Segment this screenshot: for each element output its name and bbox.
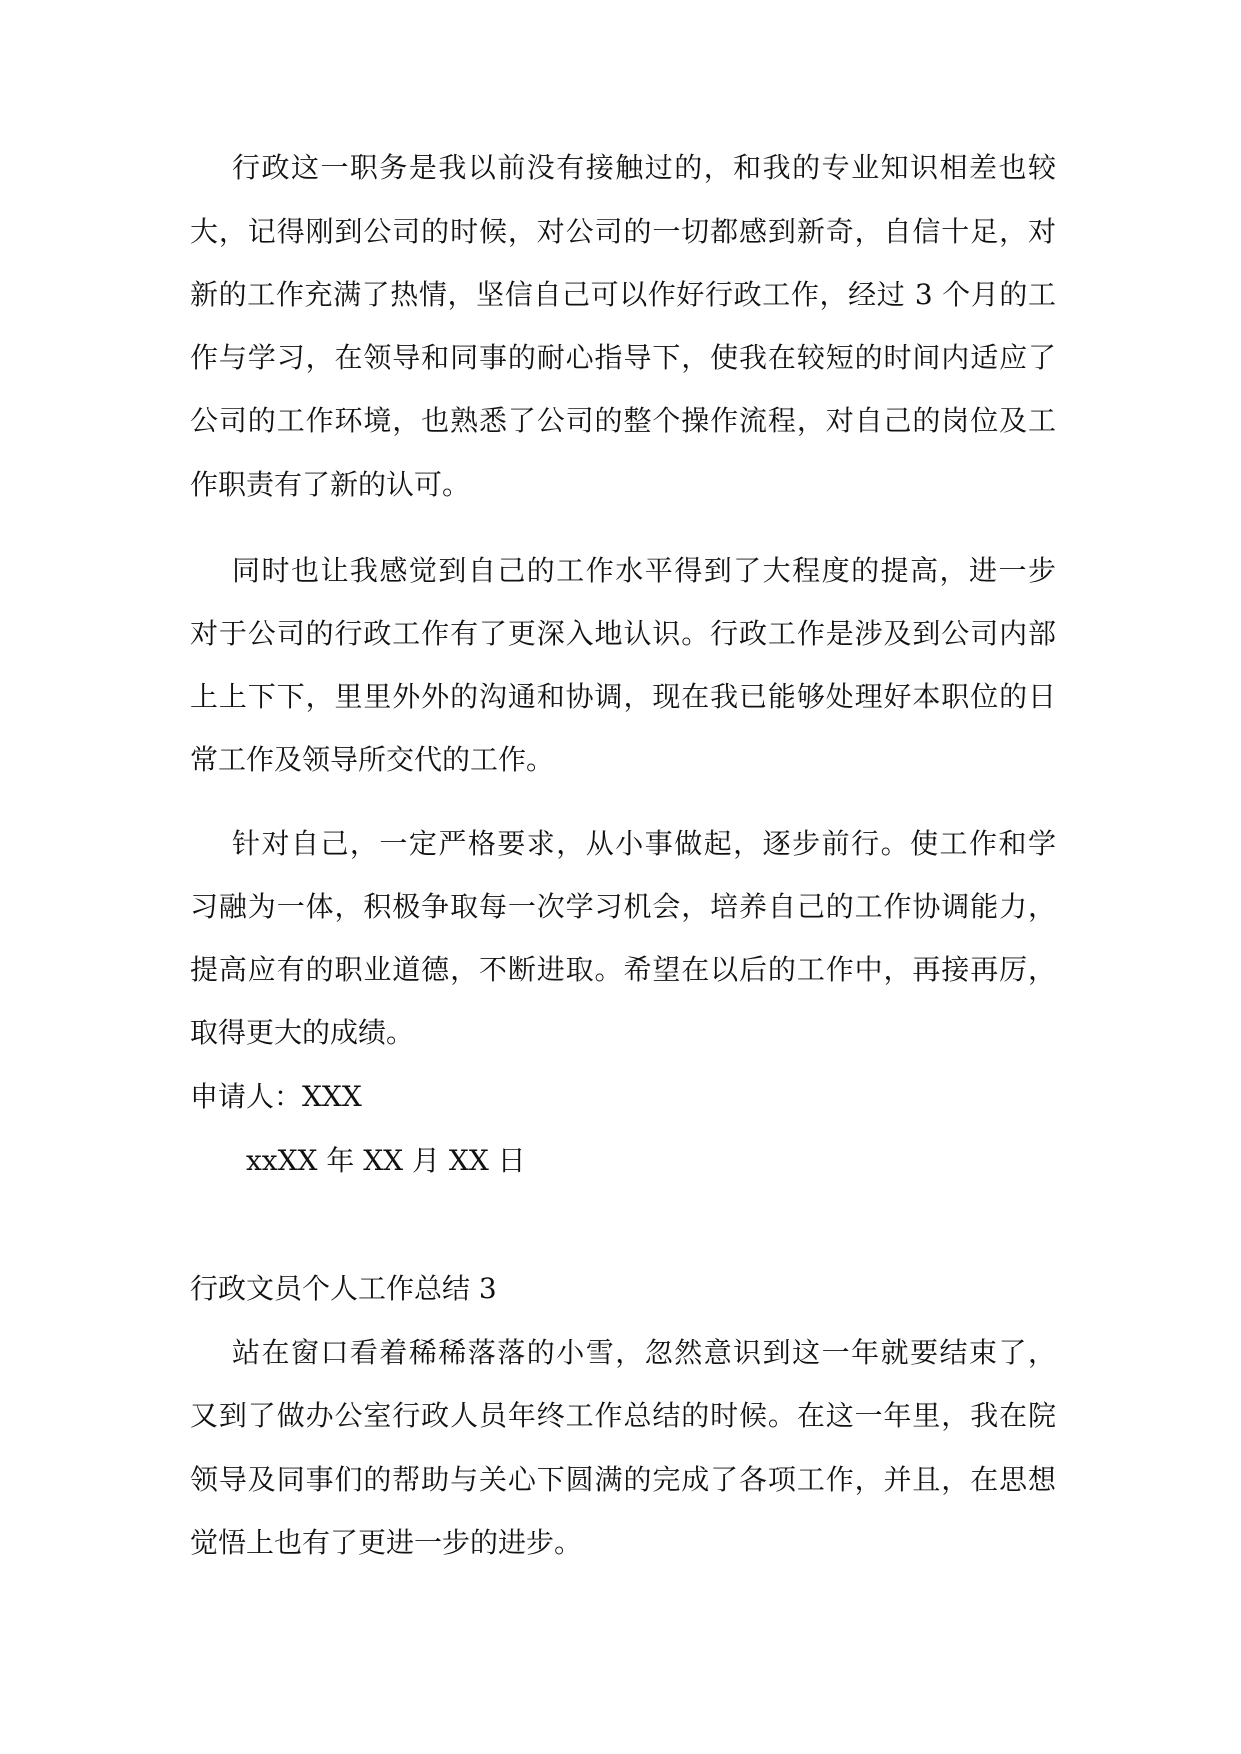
- paragraph-2-line-3: 上上下下，里里外外的沟通和协调，现在我已能够处理好本职位的日: [190, 680, 1056, 713]
- paragraph-3-line-3: 提高应有的职业道德，不断进取。希望在以后的工作中，再接再厉，: [190, 953, 1056, 986]
- paragraph-1-line-6: 作职责有了新的认可。: [190, 468, 471, 501]
- paragraph-1-line-4: 作与学习，在领导和同事的耐心指导下，使我在较短的时间内适应了: [190, 341, 1056, 374]
- paragraph-4-line-3: 领导及同事们的帮助与关心下圆满的完成了各项工作，并且，在思想: [190, 1463, 1056, 1496]
- date-line: xxXX 年 XX 月 XX 日: [246, 1144, 526, 1177]
- paragraph-3-line-4: 取得更大的成绩。: [190, 1016, 415, 1049]
- paragraph-2-line-4: 常工作及领导所交代的工作。: [190, 743, 555, 776]
- paragraph-4-line-1: 站在窗口看着稀稀落落的小雪，忽然意识到这一年就要结束了，: [232, 1336, 1056, 1369]
- paragraph-2-line-2: 对于公司的行政工作有了更深入地认识。行政工作是涉及到公司内部: [190, 617, 1056, 650]
- paragraph-1-line-3: 新的工作充满了热情，坚信自己可以作好行政工作，经过 3 个月的工: [190, 278, 1056, 311]
- paragraph-3-line-1: 针对自己，一定严格要求，从小事做起，逐步前行。使工作和学: [232, 827, 1056, 860]
- paragraph-3-line-2: 习融为一体，积极争取每一次学习机会，培养自己的工作协调能力，: [190, 890, 1056, 923]
- applicant-line: 申请人：XXX: [190, 1080, 362, 1113]
- paragraph-2-line-1: 同时也让我感觉到自己的工作水平得到了大程度的提高，进一步: [232, 554, 1056, 587]
- paragraph-4-line-2: 又到了做办公室行政人员年终工作总结的时候。在这一年里，我在院: [190, 1399, 1056, 1432]
- paragraph-4-line-4: 觉悟上也有了更进一步的进步。: [190, 1526, 583, 1559]
- section-title: 行政文员个人工作总结 3: [190, 1272, 497, 1305]
- paragraph-1-line-2: 大，记得刚到公司的时候，对公司的一切都感到新奇，自信十足，对: [190, 215, 1056, 248]
- paragraph-1-line-1: 行政这一职务是我以前没有接触过的，和我的专业知识相差也较: [232, 151, 1056, 184]
- paragraph-1-line-5: 公司的工作环境，也熟悉了公司的整个操作流程，对自己的岗位及工: [190, 404, 1056, 437]
